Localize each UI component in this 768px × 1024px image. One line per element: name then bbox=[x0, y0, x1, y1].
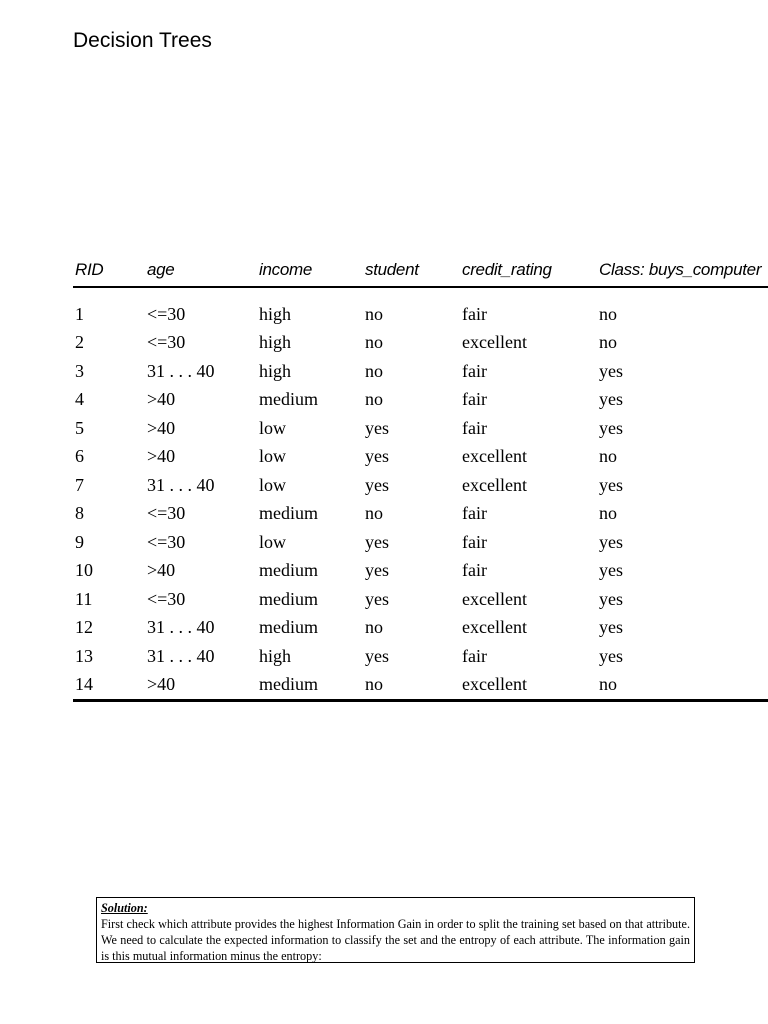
table-cell: 31 . . . 40 bbox=[147, 474, 215, 495]
column-header: credit_rating bbox=[460, 254, 597, 287]
table-cell: yes bbox=[599, 560, 623, 581]
table-cell: 31 . . . 40 bbox=[147, 360, 215, 381]
table-cell: low bbox=[259, 417, 286, 438]
table-cell: low bbox=[259, 531, 286, 552]
table-header-row bbox=[73, 254, 768, 287]
table-cell: excellent bbox=[462, 446, 527, 467]
column-header: RID bbox=[73, 254, 145, 287]
table-cell: <=30 bbox=[147, 303, 186, 324]
table-cell: 2 bbox=[75, 332, 84, 353]
table-cell: fair bbox=[462, 560, 487, 581]
table-cell: 10 bbox=[75, 560, 93, 581]
table-cell: excellent bbox=[460, 671, 597, 701]
table-cell: low bbox=[259, 474, 286, 495]
table-cell: yes bbox=[599, 389, 623, 410]
table-cell: no bbox=[599, 503, 617, 524]
table-row bbox=[73, 329, 768, 358]
table-row bbox=[73, 357, 768, 386]
column-header: income bbox=[257, 254, 363, 287]
table-cell: 1 bbox=[75, 303, 84, 324]
table-cell: 14 bbox=[73, 671, 145, 701]
table-cell: fair bbox=[462, 645, 487, 666]
table-cell: fair bbox=[462, 417, 487, 438]
table-cell: >40 bbox=[147, 560, 176, 581]
table-cell: no bbox=[599, 332, 617, 353]
table-cell: 7 bbox=[75, 474, 84, 495]
table-row bbox=[73, 614, 768, 643]
table-cell: no bbox=[365, 360, 383, 381]
table-body bbox=[73, 300, 768, 701]
table-row bbox=[73, 300, 768, 329]
table-cell: yes bbox=[365, 446, 389, 467]
table-row bbox=[73, 471, 768, 500]
table-cell: no bbox=[365, 303, 383, 324]
table-cell: <=30 bbox=[147, 503, 186, 524]
table-row bbox=[73, 585, 768, 614]
table-row bbox=[73, 443, 768, 472]
table-cell: 4 bbox=[75, 389, 84, 410]
table-cell: medium bbox=[259, 560, 318, 581]
table-row bbox=[73, 500, 768, 529]
column-header: student bbox=[363, 254, 460, 287]
table-cell: excellent bbox=[462, 332, 527, 353]
table-cell: fair bbox=[462, 531, 487, 552]
table-cell: yes bbox=[365, 560, 389, 581]
table-cell: high bbox=[259, 360, 292, 381]
table-cell: no bbox=[365, 389, 383, 410]
table-cell: 31 . . . 40 bbox=[147, 645, 215, 666]
table-cell: yes bbox=[365, 645, 389, 666]
table-cell: <=30 bbox=[147, 531, 186, 552]
table-row bbox=[73, 642, 768, 671]
table-row bbox=[73, 386, 768, 415]
table-cell: no bbox=[597, 671, 768, 701]
table-cell: no bbox=[365, 503, 383, 524]
table-cell: 9 bbox=[75, 531, 84, 552]
table-cell: yes bbox=[599, 617, 623, 638]
table-cell: yes bbox=[365, 417, 389, 438]
table-cell: 12 bbox=[75, 617, 93, 638]
table-cell: medium bbox=[259, 389, 318, 410]
column-header: Class: buys_computer bbox=[597, 254, 768, 287]
table-cell: >40 bbox=[145, 671, 257, 701]
table-cell: yes bbox=[365, 588, 389, 609]
table-row bbox=[73, 557, 768, 586]
table-cell: yes bbox=[599, 645, 623, 666]
table-cell: fair bbox=[462, 503, 487, 524]
table-cell: >40 bbox=[147, 417, 176, 438]
table-cell: excellent bbox=[462, 474, 527, 495]
table-cell: no bbox=[363, 671, 460, 701]
table-cell: fair bbox=[462, 303, 487, 324]
table-cell: fair bbox=[462, 389, 487, 410]
table-row bbox=[73, 671, 768, 701]
column-header: age bbox=[145, 254, 257, 287]
table-cell: yes bbox=[599, 588, 623, 609]
table-cell: high bbox=[259, 645, 292, 666]
solution-box bbox=[96, 897, 695, 963]
table-cell: <=30 bbox=[147, 332, 186, 353]
solution-text: First check which attribute provides the highest Information Gain in order to split the training set based on that attribute. We need to calculate the expected information to classify the set and the entropy of each attribute. The information gain is this mutual information minus the entropy: bbox=[101, 917, 690, 963]
table-cell: 8 bbox=[75, 503, 84, 524]
table-cell: >40 bbox=[147, 446, 176, 467]
page-title: Decision Trees bbox=[73, 29, 212, 52]
table-cell: no bbox=[599, 303, 617, 324]
table-cell: 13 bbox=[75, 645, 93, 666]
table-cell: no bbox=[365, 332, 383, 353]
table-cell: low bbox=[259, 446, 286, 467]
table-cell: 11 bbox=[75, 588, 93, 609]
table-cell: medium bbox=[259, 588, 318, 609]
table-cell: 5 bbox=[75, 417, 84, 438]
table-cell: yes bbox=[599, 360, 623, 381]
table-cell: medium bbox=[259, 503, 318, 524]
table-cell: 3 bbox=[75, 360, 84, 381]
table-cell: medium bbox=[257, 671, 363, 701]
table-cell: no bbox=[599, 446, 617, 467]
table-cell: high bbox=[259, 303, 292, 324]
table-cell: excellent bbox=[462, 588, 527, 609]
table-cell: yes bbox=[365, 474, 389, 495]
training-data-table bbox=[73, 254, 768, 702]
table-cell: <=30 bbox=[147, 588, 186, 609]
table-cell: no bbox=[365, 617, 383, 638]
table-cell: high bbox=[259, 332, 292, 353]
solution-heading: Solution: bbox=[101, 901, 148, 915]
table-row bbox=[73, 528, 768, 557]
table-cell: yes bbox=[599, 531, 623, 552]
table-cell: yes bbox=[599, 417, 623, 438]
table-cell: excellent bbox=[462, 617, 527, 638]
table-cell: fair bbox=[462, 360, 487, 381]
table-cell: >40 bbox=[147, 389, 176, 410]
table-cell: 31 . . . 40 bbox=[147, 617, 215, 638]
table-cell: 6 bbox=[75, 446, 84, 467]
table-cell: yes bbox=[599, 474, 623, 495]
table-cell: medium bbox=[259, 617, 318, 638]
table-cell: yes bbox=[365, 531, 389, 552]
table-row bbox=[73, 414, 768, 443]
